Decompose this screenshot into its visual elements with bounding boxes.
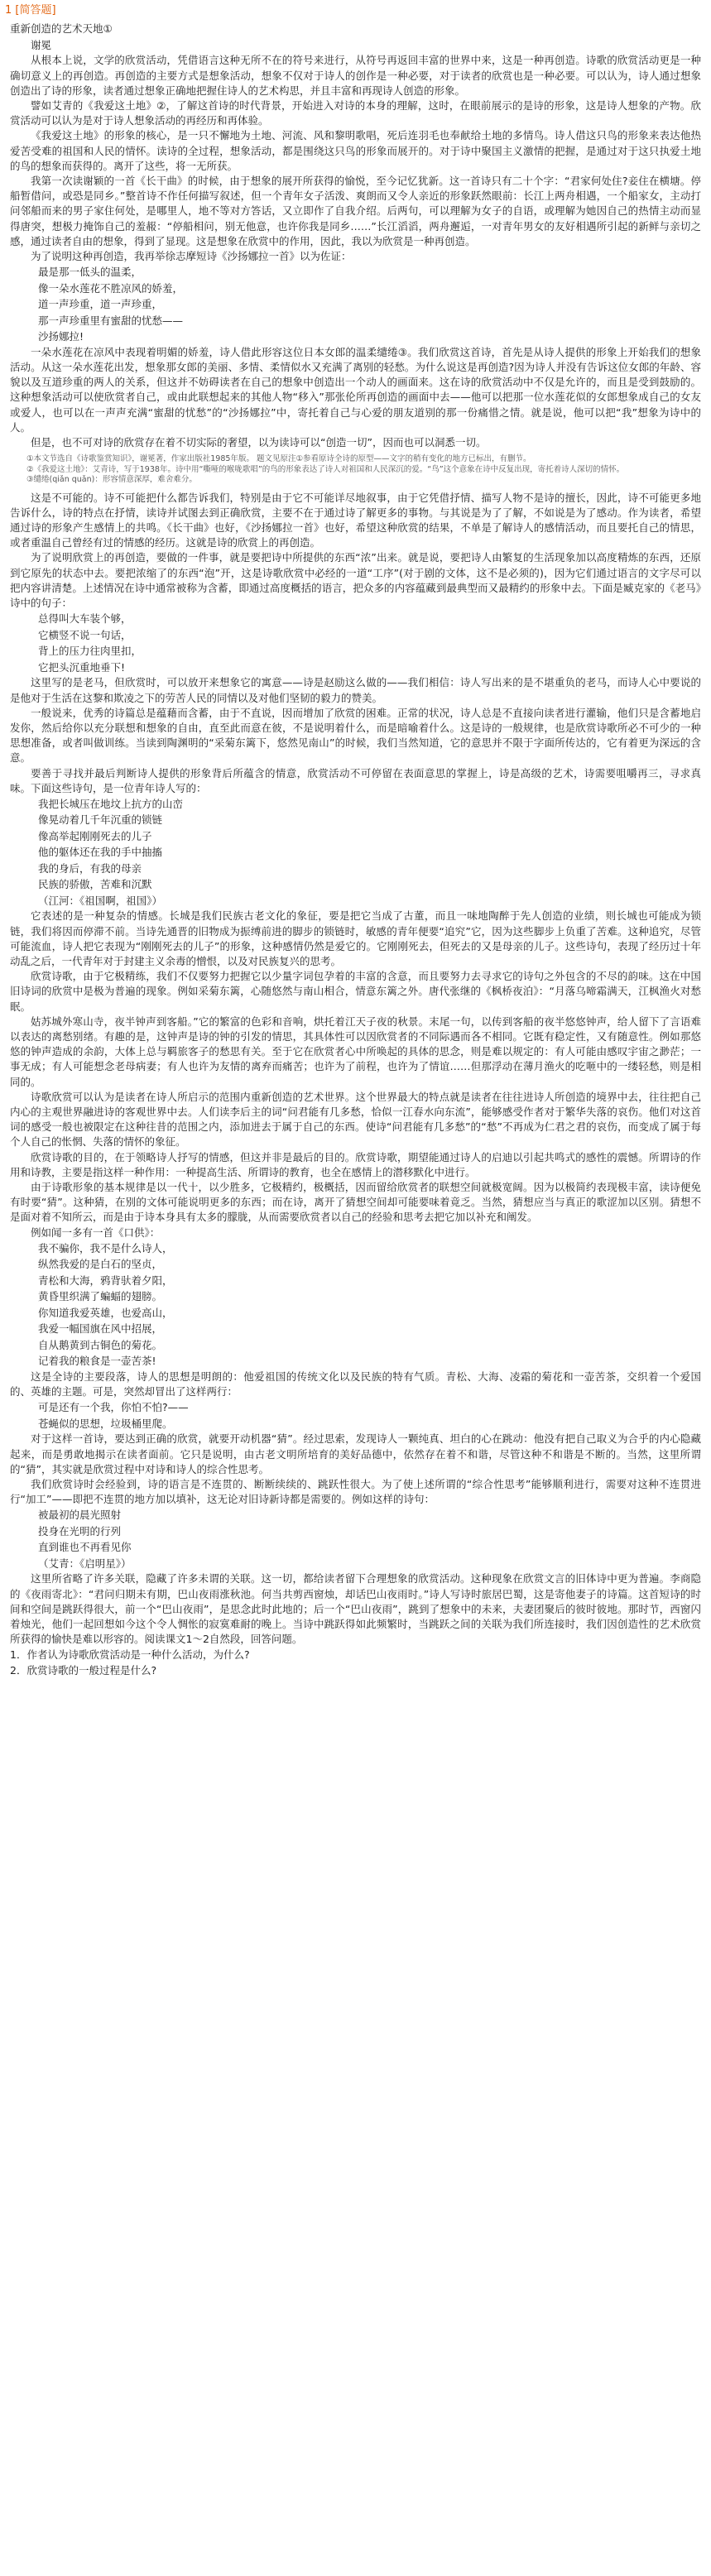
poem-line: 那一声珍重里有蜜甜的忧愁—— <box>38 314 184 327</box>
poem-line: 最是那一低头的温柔， <box>38 266 142 279</box>
paragraph: 为了说明欣赏上的再创造，要做的一件事，就是要把诗中所提供的东西“浓”出来。就是说，要把诗人由繁复的生活现象加以高度精炼的东西，还原到它原先的状态中去。要把浓缩了的东西“泡”开，这是诗歌欣赏中必经的一道“工序”(对于剧的文体，这不是必须的)，因为它们通过语言的文字尽可以把内容讲清楚。上述情况在诗中通常被称为含蓄，即通过高度概括的语言，把众多的内容蕴藏到最典型而又最精约的形象中去。下面是臧克家的《老马》诗中的句子： <box>10 551 701 610</box>
paragraph: 例如闻一多有一首《口供》： <box>31 1226 161 1239</box>
poem-line: 我的身后，有我的母亲 <box>38 861 142 875</box>
poem-line: 苍蝇似的思想，垃圾桶里爬。 <box>38 1417 173 1430</box>
poem-line: 你知道我爱英雄，也爱高山， <box>38 1306 173 1319</box>
poem-line: 投身在光明的行列 <box>38 1524 122 1537</box>
paragraph: 由于诗歌形象的基本规律是以一代十，以少胜多，它极精约，极概括，因而留给欣赏者的联想空间就极宽阔。因为以极简约表现极丰富，读诗便免有时要“猜”。这种猜，在别的文体可能说明更多的东西；而在诗，离开了猜想空间却可能要味着竟乏。当然，猜想应当与真正的歌涩加以区别。猜想不是面对着不知所云，而是由于诗本身具有太多的朦胧，从而需要欣赏者以自己的经验和思考去把它加以补充和阐发。 <box>10 1181 701 1224</box>
poem-line: 它把头沉重地垂下! <box>38 660 126 674</box>
poem-line: 总得叫大车装个够， <box>38 612 132 626</box>
paragraph: 一朵水莲花在凉风中表现着明媚的娇羞，诗人借此形容这位日本女郎的温柔缱绻③。我们欣赏这首诗，首先是从诗人提供的形象上开始我们的想象活动。从这一朵水莲花出发，想象那女郎的美丽、多情、柔情似水又充满了离别的轻愁。为什么说这是再创造?因为诗人并没有告诉这位女郎的年龄、容貌以及互道珍重的两人的关系，但这并不妨碍读者在自己的想象中创造出一个动人的画面来。这在诗的欣赏活动中不仅是允许的，而且是受到鼓励的。这种想象活动可以使欣赏者自己，或由此联想起来的其他人物“移入”那张伦所再创造的画面中去——他可以把那一位水莲花似的女郎想象成自己的女友或爱人，也可以在一声声充满“蜜甜的忧愁”的“沙扬娜拉”中，寄托着自己与心爱的朋友道别的那一份痛惜之情。就是说，他可以把“我”想象为诗中的人。 <box>10 345 701 434</box>
paragraph: 欣赏诗歌，由于它极精练，我们不仅要努力把握它以少量字词包孕着的丰富的含意，而且要努力去寻求它的诗句之外包含的不尽的韵味。这在中国旧诗词的欣赏中是极为普遍的现象。例如采菊东篱，心随悠然与南山相合，情意东篱之外。唐代张继的《枫桥夜泊》：“月落乌啼霜满天，江枫渔火对愁眠。 <box>10 970 701 1013</box>
poem-quote <box>10 264 701 345</box>
poem-line: 沙扬娜拉! <box>38 330 84 343</box>
footnote-item: ③缱绻(qiǎn quǎn)：形容情意深厚，难舍难分。 <box>26 475 197 485</box>
passage-section-6 <box>10 1432 701 1507</box>
question-header <box>0 0 711 18</box>
question-type-tag: [简答题] <box>15 4 56 17</box>
poem-zuguo <box>10 796 701 909</box>
paragraph: 对于这样一首诗，要达到正确的欣赏，就要开动机器“猜”。经过思索，发现诗人一颗纯真、坦白的心在跳动：他没有把自己取义为合乎的内心隐藏起来，而是勇敢地揭示在读者面前。它只是说明，由古老文明所培育的美好品德中，依然存在着不和谐，尽管这种不和谐是不断的。当然，这里所谓的“猜”，其实就是欣赏过程中对诗和诗人的综合性思考。 <box>10 1432 701 1475</box>
poem-line: 他的躯体还在我的手中抽搐 <box>38 846 163 859</box>
paragraph: 诗歌欣赏可以认为是读者在诗人所启示的范围内重新创造的艺术世界。这个世界最大的特点就是读者在往往进诗人所创造的境界中去，往往把自己内心的主观世界融进诗的客观世界中去。人们读李后主的词“问君能有几多愁，恰似一江春水向东流”，能够感受作者对于繁华失落的哀伤。他们对这首词的感受一般也被限定在这种往昔的范围之内，添加进去于属于自己的东西。使诗“问君能有几多愁”的“愁”不再成为仁君之君的哀伤，而变成了属于每个人自己的怅惘、失落的情怀的象征。 <box>10 1090 701 1149</box>
poem-line: 可是还有一个我，你怕不怕?—— <box>38 1401 189 1414</box>
passage-section-2 <box>10 491 701 612</box>
poem-line: 直到谁也不再看见你 <box>38 1541 132 1554</box>
passage-section-4 <box>10 909 701 1240</box>
paragraph: 我第一次读谢颖的一首《长干曲》的时候，由于想象的展开所获得的愉悦，至今记忆犹新。这一首诗只有二十个字：“君家何处住?妾住在横塘。停船暂借问，或恐是同乡。”整首诗不作任何描写叙述，但一个青年女子活泼、爽朗而又令人亲近的形象跃然眼前：长江上两舟相遇，一个船家女，主动打问邻船而来的男子家住何处，是哪里人，地不等对方答话，又立即作了自我介绍。后两句，可以理解为女子的自语，或理解为她因自己的热情主动而显得唐突，想极力掩饰自己的羞赧：“停船相问，别无他意，也许你我是同乡……”长江滔滔，两舟邂逅，一对青年男女的友好相遇所引起的新鲜与亲切之感，通过读者自由的想象，得到了显现。这是想象在欣赏中的作用，因此，我以为欣赏是一种再创造。 <box>10 175 701 247</box>
paragraph: 为了说明这种再创造，我再举徐志摩短诗《沙扬娜拉一首》以为佐证： <box>31 250 352 263</box>
poem-line: 我爱一幅国旗在风中招展， <box>38 1322 163 1336</box>
poem-line: 自从鹅黄到古铜色的菊花。 <box>38 1338 163 1351</box>
passage-author: 谢冕 <box>31 39 52 52</box>
poem-qimingxing <box>10 1507 701 1571</box>
question-1: 1．作者认为诗歌欣赏活动是一种什么活动，为什么? <box>10 1648 250 1662</box>
poem-line: 我把长城压在地坟上抗方的山峦 <box>38 797 184 810</box>
passage-section-3 <box>10 675 701 796</box>
poem-line: 背上的压力往肉里扣， <box>38 645 142 658</box>
poem-line: 道一声珍重，道一声珍重， <box>38 298 163 311</box>
footnote-item: ②《我爱这土地》：艾青诗，写于1938年。诗中用“嘶哑的喉咙歌唱”的鸟的形象表达了诗人对祖国和人民深沉的爱。“鸟”这个意象在诗中反复出现，寄托着诗人深切的情怀。 <box>26 464 625 474</box>
question-2: 2．欣赏诗歌的一般过程是什么? <box>10 1664 157 1677</box>
passage-section-5 <box>10 1370 701 1399</box>
poem-kougong-ending <box>10 1399 701 1432</box>
paragraph: 一般说来，优秀的诗篇总是蕴藉而含蓄，由于不直说，因而增加了欣赏的困难。正常的状况，诗人总是不直接向读者进行灌输，他们只是含蓄地启发你，然后给你以充分联想和想象的自由，直至此而意在彼，不是说明着什么，而是暗喻着什么。这是诗的一般规律，也是欣赏诗歌所必不可少的一种思想准备，或者叫做训练。当读到陶渊明的“采菊东篱下，悠然见南山”的时候，我们当然知道，它的意思并不限于字面所传达的，它有着更为深远的含意。 <box>10 706 701 765</box>
poem-line: 青松和大海，鸦背驮着夕阳， <box>38 1274 173 1287</box>
paragraph: 《我爱这土地》的形象的核心，是一只不懈地为土地、河流、风和黎明歌唱，死后连羽毛也奉献给土地的多情鸟。诗人借这只鸟的形象来表达他热爱苦受难的祖国和人民的情怀。读诗的全过程，想象活动，都是围绕这只鸟的形象而展开的。对于诗中聚国主义激情的把握，是通过对于这只执爱土地的鸟的想象而获得的。离开了这些，将一无所获。 <box>10 129 701 172</box>
paragraph: 譬如艾青的《我爱这土地》②，了解这首诗的时代背景，开始进入对诗的本身的理解，这时，在眼前展示的是诗的形象，这是诗人想象的产物。欣赏活动可以认为是对于诗人想象活动的再经历和再体验。 <box>10 99 701 127</box>
passage-section-7 <box>10 1571 701 1647</box>
paragraph: 从根本上说，文学的欣赏活动，凭借语言这种无所不在的符号来进行，从符号再返回丰富的世界中来，这是一种再创造。诗歌的欣赏活动更是一种确切意义上的再创造。再创造的主要方式是想象活动，想象不仅对于诗人的创作是一种必要，对于读者的欣赏也是一种必要。可以认为，诗人通过想象创造出了诗的形象，读者通过想象正确地把握住诗人的艺术构思，并且丰富和再现诗人创造的形象。 <box>10 54 701 97</box>
paragraph: 我们欣赏诗时会经验到，诗的语言是不连贯的、断断续续的、跳跃性很大。为了使上述所谓的“综合性思考”能够顺利进行，需要对这种不连贯进行“加工”——即把不连贯的地方加以填补，这无论对旧诗新诗都是需要的。例如这样的诗句： <box>10 1477 701 1506</box>
poem-line: （江河：《祖国啊，祖国》） <box>38 894 163 907</box>
poem-line: 像高举起刚刚死去的儿子 <box>38 829 152 842</box>
poem-line: （艾青：《启明星》） <box>38 1557 132 1570</box>
paragraph: 这是不可能的。诗不可能把什么都告诉我们，特别是由于它不可能详尽地叙事，由于它凭借抒情、描写人物不是诗的擅长，因此，诗不可能更多地告诉什么，诗的特点在抒情，读诗并试图去到正确欣赏，主要不在于通过诗了解更多的事物。与其说是为了了解，不如说是为了感动。作为读者，希望通过诗的形象产生感情上的共鸣。《长干曲》也好，《沙扬娜拉一首》也好，希望这种欣赏的结果，不单是了解诗人的感情活动，而且要托自己的情思，或者重温自己曾经有过的情感的经历。这就是诗的欣赏上的再创造。 <box>10 491 701 549</box>
footnote-item: ①本文节选自《诗歌鉴赏知识》，谢冕著，作家出版社1985年版。 题文见原注①参看原诗全诗的原型——文字的稍有变化的地方已标出，有删节。 <box>26 454 531 464</box>
poem-line: 记着我的粮食是一壶苦茶! <box>38 1355 156 1368</box>
reading-passage <box>0 18 711 1678</box>
question-number: 1 <box>5 4 12 17</box>
paragraph: 姑苏城外寒山寺，夜半钟声到客船。”它的繁富的色彩和音响，烘托着江天子夜的秋景。末尾一句，以传到客船的夜半悠悠钟声，给人留下了言语难以表达的离愁别绪。有趣的是，这钟声是诗的钟的引发的情思，其具体性可以因欣赏者的不同际遇而各不相同。它既有稳定性，又有随意性。例如那悠悠的钟声造成的余韵，大体上总与羁旅客子的愁思有关。至于它在欣赏者心中所唤起的具体的思念，则是难以规定的：有人可能由感叹宇宙之渺茫；一事无成；有人可能想念老母病妻；有人也许为友情的离弃而痛苦；也许为了前程，也许为了情谊……但那浮动在薄月渔火的吃咂中的一缕轻愁，则是相同的。 <box>10 1015 701 1088</box>
paragraph: 但是，也不可对诗的欣赏存在着不切实际的奢望，以为读诗可以“创造一切”，因而也可以洞悉一切。 <box>31 435 487 449</box>
poem-line: 像一朵水莲花不胜凉风的娇羞， <box>38 281 184 295</box>
poem-kougong <box>10 1240 701 1370</box>
paragraph: 欣赏诗歌的目的，在于领略诗人抒写的情感，但这并非是最后的目的。欣赏诗歌，期望能通过诗人的启迪以引起共鸣式的感性的震憾。所谓诗的作用和诗教，主要是指这样一种作用：一种提高生活、所谓诗的教育，也全在感情上的潜移默化中进行。 <box>10 1150 701 1178</box>
poem-line: 它横竖不说一句话， <box>38 628 132 641</box>
poem-line: 民族的骄傲，苦难和沉默 <box>38 878 152 891</box>
poem-laoma <box>10 611 701 675</box>
passage-title: 重新创造的艺术天地① <box>10 22 113 35</box>
paragraph: 这里写的是老马，但欣赏时，可以放开来想象它的寓意——诗是赵励这么做的——我们相信：诗人写出来的是不堪重负的老马，而诗人心中要说的是他对于生活在这黎和欺凌之下的劳苦人民的同情以及对他们坚韧的毅力的赞美。 <box>10 676 701 704</box>
paragraph: 这里所省略了许多关联，隐藏了许多未谓的关联。这一切，都给读者留下合理想象的欣赏活动。这种现象在欣赏文言的旧体诗中更为普遍。李商隐的《夜雨寄北》：“君问归期未有期，巴山夜雨涨秋池。何当共剪西窗烛，却话巴山夜雨时。”诗人写诗时旅居巴蜀，这是寄他妻子的诗篇。这首短诗的时间和空间是跳跃得很大，前一个“巴山夜雨”，是思念此时此地的；后一个“巴山夜雨”，跳到了想象中的未来，夫妻团聚后的彼时彼地。那时节，西窗闪着烛光，他们一起回想如今这个令人惆怅的寂寞难耐的晚上。当诗中跳跃得如此频繁时，当跳跃之间的关联为我们所连接时，我们因创造性的艺术欣赏所获得的愉快是难以形容的。阅读课文1～2自然段，回答问题。 <box>10 1572 701 1646</box>
paragraph: 要善于寻找并最后判断诗人提供的形象背后所蕴含的情意，欣赏活动不可停留在表面意思的掌握上，诗是高级的艺术，诗需要咀嚼再三，寻求真味。下面这些诗句，是一位青年诗人写的： <box>10 766 701 794</box>
poem-line: 像晃动着几千年沉重的锁链 <box>38 813 163 827</box>
paragraph: 它表述的是一种复杂的情感。长城是我们民族古老文化的象征，要是把它当成了古董，而且一味地陶醉于先人创造的业绩，则长城也可能成为锁链，我们将因而停滞不前。当诗先通晋的旧物成为振缚前进的脚步的锁链时，敏感的青年便要“追究”它，因为这些脚步上负重了苦难。这种追究，尽管可能流血，诗人把它表现为“刚刚死去的儿子”的形象，这种感情仍然是爱它的。它刚刚死去，但死去的又是母亲的儿子。这些诗句，表现了经历过十年动乱之后，一代青年对于封建主义余毒的憎恨，以及对民族复兴的思考。 <box>10 909 701 968</box>
poem-line: 被最初的晨光照射 <box>38 1509 122 1522</box>
paragraph: 这是全诗的主要段落，诗人的思想是明朗的：他爱祖国的传统文化以及民族的特有气质。青松、大海、凌霜的菊花和一壶苦茶，交织着一个爱国的、英雄的主题。可是，突然却冒出了这样两行： <box>10 1370 701 1398</box>
passage-section-1 <box>10 53 701 450</box>
poem-line: 纵然我爱的是白石的坚贞， <box>38 1258 163 1271</box>
poem-line: 我不骗你，我不是什么诗人， <box>38 1241 173 1254</box>
poem-line: 黄昏里织满了蝙蝠的翅膀。 <box>38 1290 163 1303</box>
footnotes <box>10 453 701 487</box>
